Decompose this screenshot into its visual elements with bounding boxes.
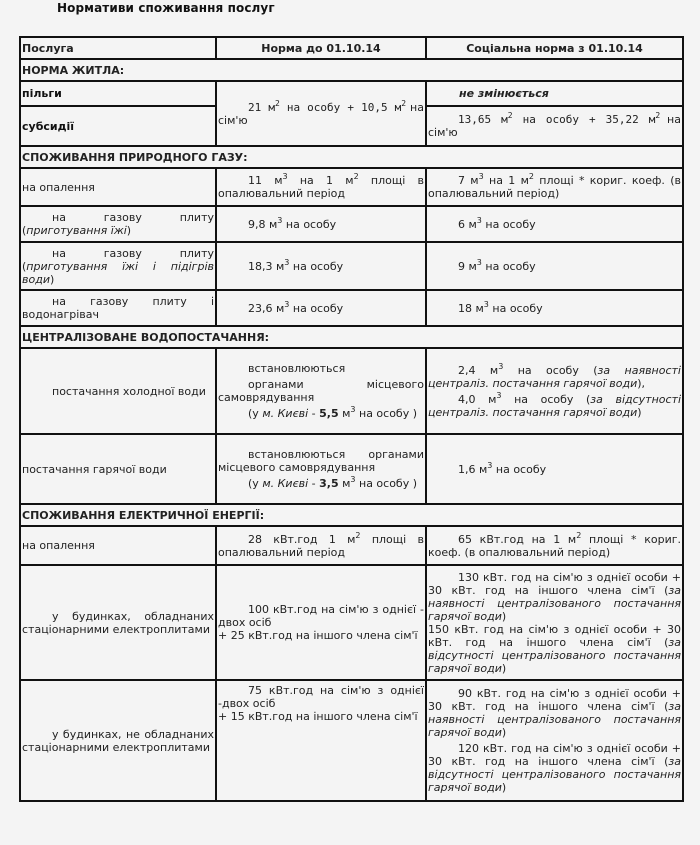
cell-gas-stove-new: 6 $м^3$ на особу (426, 206, 683, 242)
cell-hot-water-new: 1,6 $м^3$ на особу (426, 434, 683, 504)
row-label-electric-stoves: у будинках, обладнаних стаціонарними електроплитами (20, 565, 216, 680)
section-title-housing: НОРМА ЖИТЛА: (20, 59, 683, 81)
cell-cold-water-new: 2,4 $м^3$ на особу (за наявності централіз. постачання гарячої води), 4,0 $м^3$ на особу (за відсутності централіз. постачання гарячої води) (426, 348, 683, 434)
cell-gas-stove-water-old: 18,3 $м^3$ на особу (216, 242, 426, 290)
norms-table (19, 36, 684, 802)
row-label-no-electric-stoves: у будинках, не обладнаних стаціонарними електроплитами (20, 680, 216, 801)
cell-gas-stove-water-new: 9 $м^3$ на особу (426, 242, 683, 290)
section-title-electricity: СПОЖИВАННЯ ЕЛЕКТРИЧНОЇ ЕНЕРГІЇ: (20, 504, 683, 526)
table-row-no-electric-stoves (20, 680, 683, 801)
cell-gas-stove-old: 9,8 $м^3$ на особу (216, 206, 426, 242)
section-title-water: ЦЕНТРАЛІЗОВАНЕ ВОДОПОСТАЧАННЯ: (20, 326, 683, 348)
table-row-electric-heating (20, 526, 683, 565)
row-label-subsidies: субсидії (20, 106, 216, 146)
cell-electric-stoves-new: 130 кВт. год на сім'ю з однієї особи + 30 кВт. год на іншого члена сім'ї (за наявності централізованого постачання гарячої води) 150 кВт. год на сім'ю з однієї особи + 30 кВт. год на іншого члена сім'ї (за відсутності централізованого постачання гарячої води) (426, 565, 683, 680)
table-row-gas-heating (20, 168, 683, 206)
table-row-electric-stoves (20, 565, 683, 680)
row-label-gas-stove: на газову плиту (приготування їжі) (20, 206, 216, 242)
section-row-electricity (20, 504, 683, 526)
section-title-gas: СПОЖИВАННЯ ПРИРОДНОГО ГАЗУ: (20, 146, 683, 168)
table-row-hot-water (20, 434, 683, 504)
cell-gas-heater-new: 18 $м^3$ на особу (426, 290, 683, 326)
cell-electric-stoves-old: 100 кВт.год на сім'ю з однієї - двох осіб + 25 кВт.год на іншого члена сім'ї (216, 565, 426, 680)
cell-gas-heating-new: 7 $м^3$ на 1 $м^2$ площі * кориг. коеф. (в опалювальний період) (426, 168, 683, 206)
table-row-gas-stove-water (20, 242, 683, 290)
table-row-gas-heater (20, 290, 683, 326)
page-title: Нормативи споживання послуг (57, 1, 275, 15)
section-row-housing (20, 59, 683, 81)
cell-cold-water-old: встановлюються органами місцевого самоврядування (у м. Києві - 5,5 $м^3$ на особу ) (216, 348, 426, 434)
section-row-water (20, 326, 683, 348)
cell-benefits-new: не змінюється (426, 81, 683, 106)
section-row-gas (20, 146, 683, 168)
column-header-old-norm: Норма до 01.10.14 (216, 37, 426, 59)
cell-gas-heating-old: 11 $м^3$ на 1 $м^2$ площі в опалювальний період (216, 168, 426, 206)
table-row-benefits (20, 81, 683, 106)
row-label-gas-heater: на газову плиту і водонагрівач (20, 290, 216, 326)
table-header-row (20, 37, 683, 59)
table-row-cold-water (20, 348, 683, 434)
cell-no-electric-stoves-new: 90 кВт. год на сім'ю з однієї особи + 30 кВт. год на іншого члена сім'ї (за наявності централізованого постачання гарячої води) 120 кВт. год на сім'ю з однієї особи + 30 кВт. год на іншого члена сім'ї (за відсутності централізованого постачання гарячої води) (426, 680, 683, 801)
column-header-service: Послуга (20, 37, 216, 59)
row-label-cold-water: постачання холодної води (20, 348, 216, 434)
row-label-benefits: пільги (20, 81, 216, 106)
cell-hot-water-old: встановлюються органами місцевого самоврядування (у м. Києві - 3,5 $м^3$ на особу ) (216, 434, 426, 504)
cell-gas-heater-old: 23,6 $м^3$ на особу (216, 290, 426, 326)
row-label-hot-water: постачання гарячої води (20, 434, 216, 504)
cell-electric-heating-old: 28 кВт.год 1 $м^2$ площі в опалювальний період (216, 526, 426, 565)
row-label-gas-stove-water: на газову плиту (приготування їжі і підігрів води) (20, 242, 216, 290)
table-row-gas-stove (20, 206, 683, 242)
cell-subsidies-new: 13,65 $м^2$ на особу + 35,22 $м^2$ на сім'ю (426, 106, 683, 146)
cell-electric-heating-new: 65 кВт.год на 1 $м^2$ площі * кориг. коеф. (в опалювальний період) (426, 526, 683, 565)
cell-no-electric-stoves-old: 75 кВт.год на сім'ю з однієї -двох осіб + 15 кВт.год на іншого члена сім'ї (216, 680, 426, 801)
row-label-electric-heating: на опалення (20, 526, 216, 565)
row-label-gas-heating: на опалення (20, 168, 216, 206)
cell-housing-old-norm: 21 $м^2$ на особу + 10,5 $м^2$ на сім'ю (216, 81, 426, 146)
column-header-social-norm: Соціальна норма з 01.10.14 (426, 37, 683, 59)
